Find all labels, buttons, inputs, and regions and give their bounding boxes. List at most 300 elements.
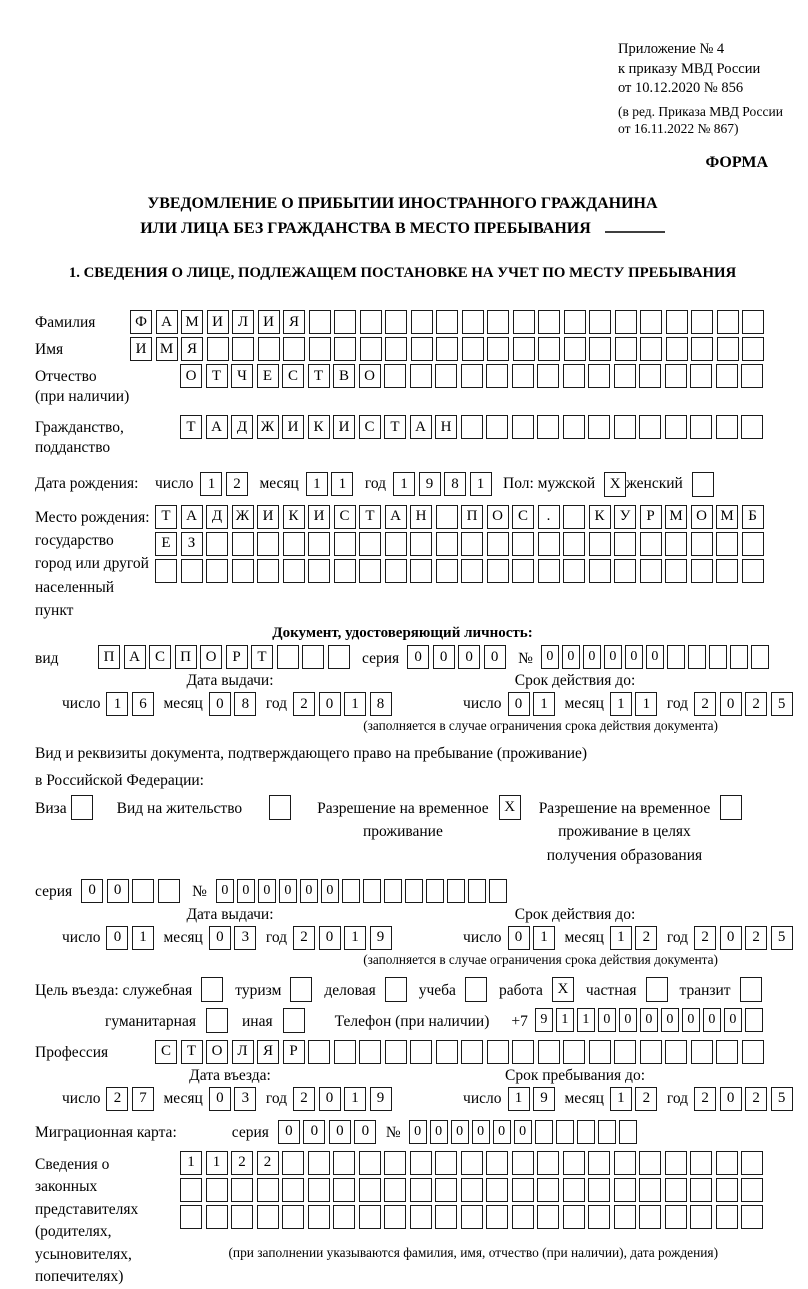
char-cell[interactable] bbox=[512, 559, 534, 583]
char-cell[interactable]: М bbox=[665, 505, 687, 529]
char-cell[interactable] bbox=[751, 645, 769, 669]
char-cell[interactable]: 1 bbox=[533, 692, 555, 716]
char-cell[interactable] bbox=[385, 1040, 407, 1064]
char-cell[interactable]: 0 bbox=[703, 1008, 721, 1032]
char-cell[interactable]: А bbox=[181, 505, 203, 529]
char-cell[interactable] bbox=[308, 1040, 330, 1064]
char-cell[interactable] bbox=[640, 1040, 662, 1064]
char-cell[interactable] bbox=[665, 1205, 687, 1229]
char-cell[interactable]: 0 bbox=[209, 1087, 231, 1111]
char-cell[interactable] bbox=[691, 1040, 713, 1064]
char-cell[interactable] bbox=[257, 1205, 279, 1229]
char-cell[interactable]: 0 bbox=[562, 645, 580, 669]
char-cell[interactable]: 0 bbox=[720, 692, 742, 716]
char-cell[interactable] bbox=[589, 1040, 611, 1064]
birth-place-grid-row2[interactable] bbox=[155, 532, 767, 556]
char-cell[interactable] bbox=[538, 310, 560, 334]
char-cell[interactable]: И bbox=[282, 415, 304, 439]
char-cell[interactable]: П bbox=[175, 645, 197, 669]
char-cell[interactable]: 0 bbox=[604, 645, 622, 669]
char-cell[interactable]: 0 bbox=[508, 926, 530, 950]
char-cell[interactable] bbox=[328, 645, 350, 669]
char-cell[interactable]: 2 bbox=[635, 926, 657, 950]
residence-permit-checkbox[interactable] bbox=[269, 795, 291, 820]
purpose-work-checkbox[interactable]: X bbox=[552, 977, 574, 1002]
char-cell[interactable]: Т bbox=[308, 364, 330, 388]
char-cell[interactable] bbox=[461, 415, 483, 439]
char-cell[interactable] bbox=[447, 879, 465, 903]
char-cell[interactable] bbox=[690, 364, 712, 388]
residence-valid-day-grid[interactable] bbox=[508, 926, 559, 950]
char-cell[interactable]: 9 bbox=[535, 1008, 553, 1032]
char-cell[interactable]: Р bbox=[283, 1040, 305, 1064]
char-cell[interactable]: 0 bbox=[354, 1120, 376, 1144]
char-cell[interactable] bbox=[619, 1120, 637, 1144]
char-cell[interactable] bbox=[384, 1205, 406, 1229]
char-cell[interactable] bbox=[690, 1205, 712, 1229]
char-cell[interactable] bbox=[741, 364, 763, 388]
char-cell[interactable] bbox=[436, 559, 458, 583]
char-cell[interactable] bbox=[742, 1040, 764, 1064]
char-cell[interactable] bbox=[132, 879, 154, 903]
char-cell[interactable] bbox=[461, 532, 483, 556]
char-cell[interactable] bbox=[461, 1205, 483, 1229]
char-cell[interactable] bbox=[690, 415, 712, 439]
char-cell[interactable] bbox=[181, 559, 203, 583]
char-cell[interactable] bbox=[436, 505, 458, 529]
char-cell[interactable] bbox=[741, 415, 763, 439]
char-cell[interactable] bbox=[512, 1205, 534, 1229]
char-cell[interactable]: З bbox=[181, 532, 203, 556]
char-cell[interactable] bbox=[410, 1151, 432, 1175]
char-cell[interactable] bbox=[512, 1151, 534, 1175]
char-cell[interactable] bbox=[333, 1151, 355, 1175]
char-cell[interactable] bbox=[730, 645, 748, 669]
char-cell[interactable]: 0 bbox=[329, 1120, 351, 1144]
sex-female-checkbox[interactable] bbox=[692, 472, 714, 497]
char-cell[interactable]: П bbox=[461, 505, 483, 529]
char-cell[interactable] bbox=[384, 879, 402, 903]
char-cell[interactable] bbox=[691, 310, 713, 334]
char-cell[interactable] bbox=[742, 559, 764, 583]
doc-issue-year-grid[interactable] bbox=[293, 692, 395, 716]
char-cell[interactable] bbox=[155, 559, 177, 583]
char-cell[interactable]: 5 bbox=[771, 692, 793, 716]
char-cell[interactable]: 1 bbox=[344, 926, 366, 950]
char-cell[interactable] bbox=[363, 879, 381, 903]
legal-reps-grid-row1[interactable] bbox=[180, 1151, 767, 1175]
char-cell[interactable] bbox=[742, 337, 764, 361]
char-cell[interactable] bbox=[359, 532, 381, 556]
char-cell[interactable]: М bbox=[156, 337, 178, 361]
doc-series-grid[interactable] bbox=[407, 645, 509, 669]
char-cell[interactable] bbox=[563, 1151, 585, 1175]
char-cell[interactable] bbox=[461, 1151, 483, 1175]
char-cell[interactable] bbox=[512, 1178, 534, 1202]
stay-month-grid[interactable] bbox=[610, 1087, 661, 1111]
char-cell[interactable]: . bbox=[538, 505, 560, 529]
char-cell[interactable] bbox=[435, 1151, 457, 1175]
char-cell[interactable] bbox=[385, 337, 407, 361]
char-cell[interactable] bbox=[512, 532, 534, 556]
char-cell[interactable]: Ж bbox=[257, 415, 279, 439]
residence-valid-month-grid[interactable] bbox=[610, 926, 661, 950]
char-cell[interactable] bbox=[282, 1151, 304, 1175]
char-cell[interactable] bbox=[537, 415, 559, 439]
char-cell[interactable] bbox=[512, 364, 534, 388]
char-cell[interactable] bbox=[487, 1040, 509, 1064]
char-cell[interactable] bbox=[309, 337, 331, 361]
char-cell[interactable]: 7 bbox=[132, 1087, 154, 1111]
char-cell[interactable]: Т bbox=[384, 415, 406, 439]
char-cell[interactable] bbox=[665, 532, 687, 556]
char-cell[interactable] bbox=[486, 364, 508, 388]
char-cell[interactable] bbox=[435, 364, 457, 388]
char-cell[interactable]: К bbox=[308, 415, 330, 439]
entry-month-grid[interactable] bbox=[209, 1087, 260, 1111]
char-cell[interactable] bbox=[206, 559, 228, 583]
char-cell[interactable] bbox=[614, 364, 636, 388]
char-cell[interactable] bbox=[308, 1205, 330, 1229]
char-cell[interactable]: Т bbox=[206, 364, 228, 388]
char-cell[interactable]: Д bbox=[231, 415, 253, 439]
char-cell[interactable] bbox=[385, 310, 407, 334]
char-cell[interactable] bbox=[666, 337, 688, 361]
name-grid[interactable] bbox=[130, 337, 768, 361]
char-cell[interactable] bbox=[716, 1205, 738, 1229]
char-cell[interactable] bbox=[257, 532, 279, 556]
char-cell[interactable] bbox=[588, 1178, 610, 1202]
char-cell[interactable] bbox=[688, 645, 706, 669]
char-cell[interactable]: Е bbox=[257, 364, 279, 388]
char-cell[interactable] bbox=[461, 1040, 483, 1064]
char-cell[interactable]: 0 bbox=[279, 879, 297, 903]
residence-series-grid[interactable] bbox=[81, 879, 183, 903]
char-cell[interactable] bbox=[665, 559, 687, 583]
char-cell[interactable]: 0 bbox=[319, 692, 341, 716]
temp-residence-edu-checkbox[interactable] bbox=[720, 795, 742, 820]
char-cell[interactable]: А bbox=[206, 415, 228, 439]
char-cell[interactable] bbox=[538, 532, 560, 556]
char-cell[interactable] bbox=[359, 1151, 381, 1175]
char-cell[interactable] bbox=[206, 1178, 228, 1202]
char-cell[interactable] bbox=[564, 337, 586, 361]
doc-valid-day-grid[interactable] bbox=[508, 692, 559, 716]
char-cell[interactable]: 5 bbox=[771, 926, 793, 950]
char-cell[interactable]: 0 bbox=[493, 1120, 511, 1144]
char-cell[interactable] bbox=[334, 532, 356, 556]
char-cell[interactable]: 0 bbox=[541, 645, 559, 669]
char-cell[interactable]: А bbox=[124, 645, 146, 669]
char-cell[interactable] bbox=[589, 559, 611, 583]
char-cell[interactable]: 8 bbox=[370, 692, 392, 716]
char-cell[interactable] bbox=[342, 879, 360, 903]
char-cell[interactable] bbox=[359, 1040, 381, 1064]
char-cell[interactable] bbox=[232, 532, 254, 556]
char-cell[interactable]: И bbox=[257, 505, 279, 529]
char-cell[interactable] bbox=[640, 337, 662, 361]
char-cell[interactable] bbox=[512, 1040, 534, 1064]
char-cell[interactable] bbox=[410, 364, 432, 388]
char-cell[interactable]: Т bbox=[155, 505, 177, 529]
char-cell[interactable]: О bbox=[206, 1040, 228, 1064]
char-cell[interactable] bbox=[462, 310, 484, 334]
char-cell[interactable] bbox=[537, 1205, 559, 1229]
char-cell[interactable] bbox=[302, 645, 324, 669]
char-cell[interactable] bbox=[709, 645, 727, 669]
char-cell[interactable]: 1 bbox=[635, 692, 657, 716]
char-cell[interactable] bbox=[639, 1178, 661, 1202]
char-cell[interactable] bbox=[436, 532, 458, 556]
char-cell[interactable] bbox=[359, 1205, 381, 1229]
char-cell[interactable] bbox=[742, 532, 764, 556]
char-cell[interactable]: Ф bbox=[130, 310, 152, 334]
char-cell[interactable] bbox=[563, 532, 585, 556]
char-cell[interactable]: 8 bbox=[234, 692, 256, 716]
patronymic-grid[interactable] bbox=[180, 364, 767, 388]
char-cell[interactable] bbox=[410, 1178, 432, 1202]
char-cell[interactable]: 2 bbox=[293, 926, 315, 950]
char-cell[interactable] bbox=[588, 1151, 610, 1175]
char-cell[interactable] bbox=[665, 1151, 687, 1175]
char-cell[interactable] bbox=[334, 337, 356, 361]
char-cell[interactable] bbox=[615, 337, 637, 361]
char-cell[interactable] bbox=[717, 310, 739, 334]
char-cell[interactable]: Т bbox=[181, 1040, 203, 1064]
char-cell[interactable]: 0 bbox=[472, 1120, 490, 1144]
char-cell[interactable]: 3 bbox=[234, 926, 256, 950]
char-cell[interactable] bbox=[309, 310, 331, 334]
char-cell[interactable]: 0 bbox=[300, 879, 318, 903]
char-cell[interactable] bbox=[232, 337, 254, 361]
char-cell[interactable]: 0 bbox=[258, 879, 276, 903]
char-cell[interactable] bbox=[716, 1151, 738, 1175]
char-cell[interactable] bbox=[640, 532, 662, 556]
char-cell[interactable]: 5 bbox=[771, 1087, 793, 1111]
doc-type-grid[interactable] bbox=[98, 645, 353, 669]
char-cell[interactable] bbox=[639, 1151, 661, 1175]
purpose-transit-checkbox[interactable] bbox=[740, 977, 762, 1002]
char-cell[interactable]: 0 bbox=[583, 645, 601, 669]
doc-number-grid[interactable] bbox=[541, 645, 772, 669]
purpose-tourism-checkbox[interactable] bbox=[290, 977, 312, 1002]
char-cell[interactable]: Б bbox=[742, 505, 764, 529]
char-cell[interactable]: 0 bbox=[209, 926, 231, 950]
sex-male-checkbox[interactable]: X bbox=[604, 472, 626, 497]
char-cell[interactable] bbox=[614, 532, 636, 556]
char-cell[interactable]: И bbox=[207, 310, 229, 334]
char-cell[interactable] bbox=[308, 1151, 330, 1175]
char-cell[interactable] bbox=[384, 1178, 406, 1202]
char-cell[interactable]: А bbox=[410, 415, 432, 439]
doc-issue-day-grid[interactable] bbox=[106, 692, 157, 716]
residence-issue-year-grid[interactable] bbox=[293, 926, 395, 950]
char-cell[interactable]: 2 bbox=[231, 1151, 253, 1175]
char-cell[interactable] bbox=[513, 310, 535, 334]
char-cell[interactable]: П bbox=[98, 645, 120, 669]
birth-day-grid[interactable] bbox=[200, 472, 251, 496]
char-cell[interactable]: Н bbox=[410, 505, 432, 529]
char-cell[interactable] bbox=[359, 1178, 381, 1202]
char-cell[interactable] bbox=[410, 532, 432, 556]
char-cell[interactable]: С bbox=[282, 364, 304, 388]
char-cell[interactable]: 0 bbox=[724, 1008, 742, 1032]
char-cell[interactable]: 1 bbox=[306, 472, 328, 496]
char-cell[interactable] bbox=[333, 1205, 355, 1229]
char-cell[interactable]: 2 bbox=[745, 926, 767, 950]
char-cell[interactable] bbox=[537, 1151, 559, 1175]
char-cell[interactable]: 0 bbox=[303, 1120, 325, 1144]
char-cell[interactable]: 0 bbox=[625, 645, 643, 669]
char-cell[interactable] bbox=[486, 1178, 508, 1202]
char-cell[interactable] bbox=[588, 364, 610, 388]
char-cell[interactable] bbox=[410, 1205, 432, 1229]
char-cell[interactable] bbox=[589, 532, 611, 556]
char-cell[interactable] bbox=[563, 505, 585, 529]
char-cell[interactable]: 0 bbox=[451, 1120, 469, 1144]
char-cell[interactable]: С bbox=[155, 1040, 177, 1064]
char-cell[interactable] bbox=[308, 1178, 330, 1202]
char-cell[interactable] bbox=[538, 337, 560, 361]
char-cell[interactable] bbox=[598, 1120, 616, 1144]
char-cell[interactable] bbox=[359, 559, 381, 583]
char-cell[interactable]: О bbox=[487, 505, 509, 529]
char-cell[interactable] bbox=[717, 337, 739, 361]
char-cell[interactable] bbox=[716, 1178, 738, 1202]
char-cell[interactable]: Р bbox=[640, 505, 662, 529]
char-cell[interactable] bbox=[615, 310, 637, 334]
migration-series-grid[interactable] bbox=[278, 1120, 380, 1144]
char-cell[interactable] bbox=[461, 1178, 483, 1202]
char-cell[interactable]: С bbox=[359, 415, 381, 439]
char-cell[interactable] bbox=[512, 415, 534, 439]
char-cell[interactable]: 0 bbox=[409, 1120, 427, 1144]
char-cell[interactable] bbox=[716, 415, 738, 439]
char-cell[interactable] bbox=[563, 1205, 585, 1229]
char-cell[interactable]: Д bbox=[206, 505, 228, 529]
char-cell[interactable] bbox=[334, 1040, 356, 1064]
char-cell[interactable] bbox=[564, 310, 586, 334]
char-cell[interactable]: 1 bbox=[200, 472, 222, 496]
char-cell[interactable]: 1 bbox=[556, 1008, 574, 1032]
char-cell[interactable]: Т bbox=[180, 415, 202, 439]
purpose-official-checkbox[interactable] bbox=[201, 977, 223, 1002]
char-cell[interactable] bbox=[258, 337, 280, 361]
char-cell[interactable]: 0 bbox=[107, 879, 129, 903]
char-cell[interactable] bbox=[588, 415, 610, 439]
char-cell[interactable] bbox=[563, 559, 585, 583]
char-cell[interactable]: 2 bbox=[257, 1151, 279, 1175]
char-cell[interactable] bbox=[716, 559, 738, 583]
char-cell[interactable] bbox=[665, 415, 687, 439]
char-cell[interactable] bbox=[640, 559, 662, 583]
char-cell[interactable]: 9 bbox=[419, 472, 441, 496]
char-cell[interactable]: 0 bbox=[319, 1087, 341, 1111]
char-cell[interactable] bbox=[283, 532, 305, 556]
char-cell[interactable] bbox=[232, 559, 254, 583]
char-cell[interactable]: 1 bbox=[610, 692, 632, 716]
char-cell[interactable] bbox=[537, 364, 559, 388]
char-cell[interactable]: 0 bbox=[237, 879, 255, 903]
char-cell[interactable]: 8 bbox=[444, 472, 466, 496]
char-cell[interactable] bbox=[410, 1040, 432, 1064]
char-cell[interactable] bbox=[691, 532, 713, 556]
char-cell[interactable] bbox=[158, 879, 180, 903]
char-cell[interactable]: Е bbox=[155, 532, 177, 556]
char-cell[interactable] bbox=[384, 364, 406, 388]
char-cell[interactable]: 0 bbox=[216, 879, 234, 903]
char-cell[interactable] bbox=[691, 337, 713, 361]
stay-day-grid[interactable] bbox=[508, 1087, 559, 1111]
char-cell[interactable] bbox=[436, 1040, 458, 1064]
char-cell[interactable]: 1 bbox=[533, 926, 555, 950]
char-cell[interactable] bbox=[665, 1040, 687, 1064]
char-cell[interactable] bbox=[667, 645, 685, 669]
migration-number-grid[interactable] bbox=[409, 1120, 640, 1144]
char-cell[interactable] bbox=[206, 1205, 228, 1229]
char-cell[interactable]: Я bbox=[181, 337, 203, 361]
char-cell[interactable] bbox=[308, 559, 330, 583]
residence-valid-year-grid[interactable] bbox=[694, 926, 796, 950]
char-cell[interactable]: 9 bbox=[370, 1087, 392, 1111]
char-cell[interactable]: 2 bbox=[106, 1087, 128, 1111]
char-cell[interactable]: 1 bbox=[132, 926, 154, 950]
char-cell[interactable] bbox=[461, 364, 483, 388]
char-cell[interactable]: В bbox=[333, 364, 355, 388]
char-cell[interactable]: 6 bbox=[132, 692, 154, 716]
legal-reps-grid-row2[interactable] bbox=[180, 1178, 767, 1202]
char-cell[interactable]: С bbox=[149, 645, 171, 669]
char-cell[interactable] bbox=[513, 337, 535, 361]
char-cell[interactable] bbox=[435, 1178, 457, 1202]
purpose-other-checkbox[interactable] bbox=[283, 1008, 305, 1033]
purpose-private-checkbox[interactable] bbox=[646, 977, 668, 1002]
char-cell[interactable]: 3 bbox=[234, 1087, 256, 1111]
char-cell[interactable] bbox=[614, 559, 636, 583]
char-cell[interactable] bbox=[207, 337, 229, 361]
entry-year-grid[interactable] bbox=[293, 1087, 395, 1111]
char-cell[interactable]: Ж bbox=[232, 505, 254, 529]
char-cell[interactable]: 0 bbox=[407, 645, 429, 669]
purpose-humanitarian-checkbox[interactable] bbox=[206, 1008, 228, 1033]
char-cell[interactable]: 1 bbox=[610, 926, 632, 950]
char-cell[interactable] bbox=[538, 1040, 560, 1064]
char-cell[interactable]: 0 bbox=[430, 1120, 448, 1144]
purpose-study-checkbox[interactable] bbox=[465, 977, 487, 1002]
char-cell[interactable]: О bbox=[691, 505, 713, 529]
char-cell[interactable]: 1 bbox=[610, 1087, 632, 1111]
char-cell[interactable] bbox=[563, 1040, 585, 1064]
char-cell[interactable] bbox=[741, 1205, 763, 1229]
visa-checkbox[interactable] bbox=[71, 795, 93, 820]
char-cell[interactable]: 1 bbox=[470, 472, 492, 496]
char-cell[interactable] bbox=[486, 1205, 508, 1229]
char-cell[interactable]: 2 bbox=[293, 692, 315, 716]
char-cell[interactable]: К bbox=[589, 505, 611, 529]
char-cell[interactable] bbox=[486, 415, 508, 439]
char-cell[interactable]: 9 bbox=[370, 926, 392, 950]
char-cell[interactable] bbox=[589, 337, 611, 361]
char-cell[interactable]: 0 bbox=[433, 645, 455, 669]
char-cell[interactable]: К bbox=[283, 505, 305, 529]
char-cell[interactable]: А bbox=[385, 505, 407, 529]
birth-year-grid[interactable] bbox=[393, 472, 495, 496]
char-cell[interactable] bbox=[589, 310, 611, 334]
char-cell[interactable] bbox=[410, 559, 432, 583]
char-cell[interactable]: 2 bbox=[635, 1087, 657, 1111]
char-cell[interactable]: 1 bbox=[180, 1151, 202, 1175]
char-cell[interactable] bbox=[334, 559, 356, 583]
